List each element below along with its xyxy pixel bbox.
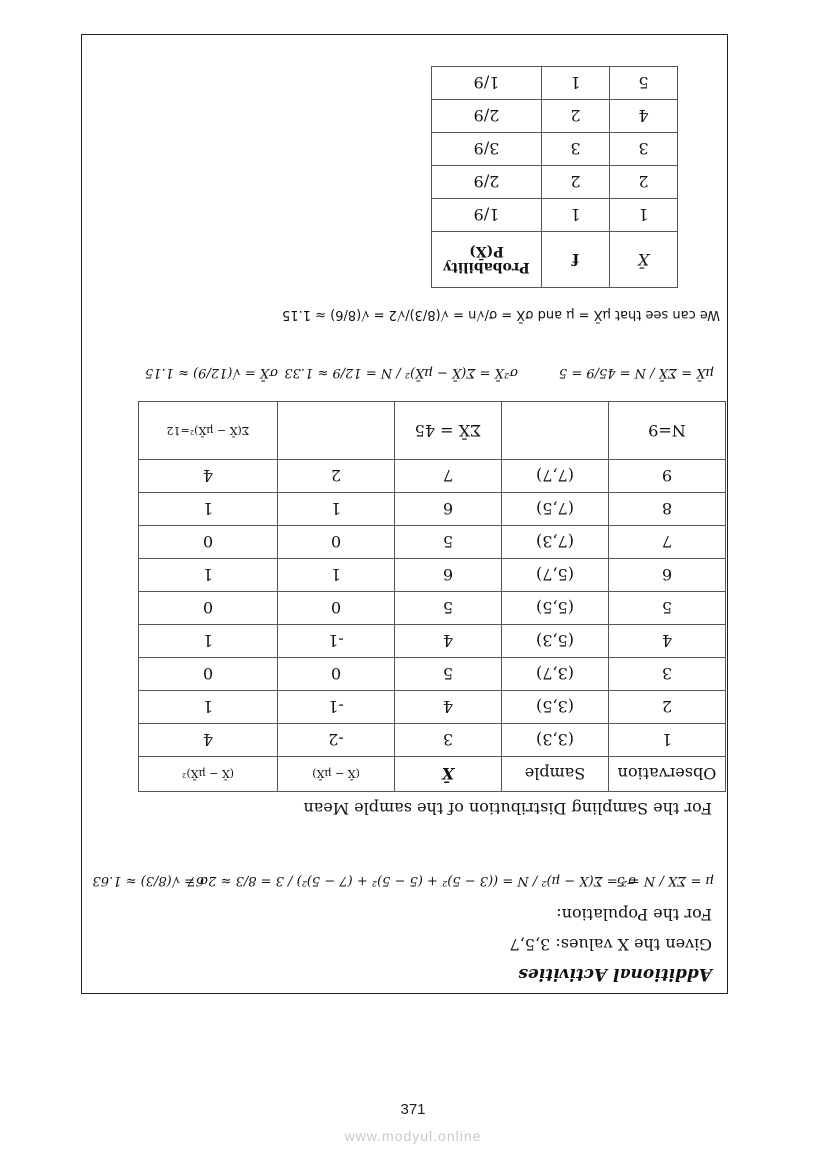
- table-cell: 5: [395, 658, 502, 691]
- table-cell: 0: [278, 526, 395, 559]
- prob-table-cell: 1: [542, 67, 610, 100]
- header-sample-mean: X̄: [395, 757, 502, 792]
- table-cell: (5,5): [502, 592, 609, 625]
- prob-table-cell: 4: [610, 100, 678, 133]
- prob-table-cell: 3: [542, 133, 610, 166]
- table-cell: (3,5): [502, 691, 609, 724]
- table-cell: 2: [278, 460, 395, 493]
- total-empty: [502, 402, 609, 460]
- prob-table-row: [432, 133, 678, 166]
- table-cell: 4: [139, 724, 278, 757]
- probability-table: [431, 66, 678, 288]
- table-cell: (3,7): [502, 658, 609, 691]
- table-cell: 1: [609, 724, 726, 757]
- prob-table-cell: 1/9: [432, 199, 542, 232]
- total-sum-squares: Σ(X̄ − μX̄)²=12: [139, 402, 278, 460]
- header-squared-deviation: (X̄ − μX̄)²: [139, 757, 278, 792]
- sample-mean-formula: μX̄ = ΣX̄ / N = 45/9 = 5: [558, 365, 714, 380]
- table-cell: 1: [139, 691, 278, 724]
- prob-table-cell: 5: [610, 67, 678, 100]
- table-cell: 2: [609, 691, 726, 724]
- table-cell: 3: [395, 724, 502, 757]
- header-deviation: (X̄ − μX̄): [278, 757, 395, 792]
- table-cell: -1: [278, 625, 395, 658]
- table-cell: 4: [139, 460, 278, 493]
- table-cell: 4: [609, 625, 726, 658]
- prob-table-cell: 2: [610, 166, 678, 199]
- table-cell: 4: [395, 691, 502, 724]
- population-sigma-formula: σ = √(8/3) ≈ 1.63: [92, 873, 208, 888]
- table-cell: 0: [139, 592, 278, 625]
- prob-table-cell: 2/9: [432, 166, 542, 199]
- prob-table-cell: 1: [610, 199, 678, 232]
- population-mu-formula: μ = ΣX / N = 5: [616, 873, 714, 888]
- table-cell: 6: [609, 559, 726, 592]
- header-observation: Observation: [609, 757, 726, 792]
- table-row: [139, 559, 726, 592]
- table-totals-row: [139, 402, 726, 460]
- table-cell: (7,7): [502, 460, 609, 493]
- prob-table-cell: 3: [610, 133, 678, 166]
- table-cell: 1: [278, 493, 395, 526]
- table-row: [139, 592, 726, 625]
- table-row: [139, 526, 726, 559]
- table-cell: 5: [395, 592, 502, 625]
- table-cell: (5,3): [502, 625, 609, 658]
- page-number: 371: [400, 1101, 426, 1118]
- table-row: [139, 625, 726, 658]
- prob-header-xbar: X̄: [610, 232, 678, 288]
- sample-variance-formula: σ²X̄ = Σ(X̄ − μX̄)² / N = 12/9 ≈ 1.33: [284, 365, 518, 380]
- table-cell: 1: [139, 625, 278, 658]
- prob-table-cell: 1/9: [432, 67, 542, 100]
- table-cell: 0: [278, 658, 395, 691]
- population-label: For the Population:: [556, 905, 712, 924]
- heading: Additional Activities: [518, 964, 712, 984]
- table-row: [139, 691, 726, 724]
- table-cell: (7,3): [502, 526, 609, 559]
- table-cell: 1: [139, 493, 278, 526]
- table-cell: 4: [395, 625, 502, 658]
- prob-table-cell: 2: [542, 100, 610, 133]
- table-cell: 3: [609, 658, 726, 691]
- table-cell: 6: [395, 559, 502, 592]
- table-cell: 1: [139, 559, 278, 592]
- prob-header-probability: Probability P(X̄): [432, 232, 542, 288]
- sampling-label: For the Sampling Distribution of the sample Mean: [303, 799, 712, 818]
- given-values: Given the X values: 3,5,7: [509, 935, 712, 954]
- table-cell: (7,5): [502, 493, 609, 526]
- table-cell: 9: [609, 460, 726, 493]
- table-cell: 6: [395, 493, 502, 526]
- prob-table-row: [432, 166, 678, 199]
- sample-sigma-formula: σX̄ = √(12/9) ≈ 1.15: [144, 365, 278, 380]
- table-header-row: [139, 757, 726, 792]
- prob-header-row: [432, 232, 678, 288]
- table-cell: 7: [609, 526, 726, 559]
- table-cell: 1: [278, 559, 395, 592]
- table-cell: 0: [278, 592, 395, 625]
- table-cell: (3,3): [502, 724, 609, 757]
- rotated-page-content: [81, 34, 728, 994]
- total-sum-means: ΣX̄ = 45: [395, 402, 502, 460]
- table-row: [139, 658, 726, 691]
- conclusion-statement: We can see that μX̄ = μ and σX̄ = σ/√n = √(8/3)/√2 = √(8/6) ≈ 1.15: [282, 307, 720, 322]
- table-cell: 0: [139, 526, 278, 559]
- sampling-table: [138, 401, 726, 792]
- table-cell: 0: [139, 658, 278, 691]
- prob-table-cell: 2/9: [432, 100, 542, 133]
- table-cell: 8: [609, 493, 726, 526]
- header-sample: Sample: [502, 757, 609, 792]
- prob-header-f: f: [542, 232, 610, 288]
- table-row: [139, 493, 726, 526]
- table-cell: (5,7): [502, 559, 609, 592]
- prob-table-row: [432, 67, 678, 100]
- table-cell: 7: [395, 460, 502, 493]
- prob-table-row: [432, 199, 678, 232]
- prob-table-cell: 2: [542, 166, 610, 199]
- table-row: [139, 460, 726, 493]
- watermark-url: www.modyul.online: [344, 1128, 482, 1144]
- population-variance-formula: σ² = Σ(X − μ)² / N = ((3 − 5)² + (5 − 5)² + (7 − 5)²) / 3 = 8/3 ≈ 2.67: [187, 873, 636, 888]
- table-row: [139, 724, 726, 757]
- table-cell: -1: [278, 691, 395, 724]
- prob-table-cell: 1: [542, 199, 610, 232]
- prob-table-cell: 3/9: [432, 133, 542, 166]
- table-cell: 5: [609, 592, 726, 625]
- total-n: N=9: [609, 402, 726, 460]
- prob-table-row: [432, 100, 678, 133]
- table-cell: 5: [395, 526, 502, 559]
- table-cell: -2: [278, 724, 395, 757]
- total-empty-2: [278, 402, 395, 460]
